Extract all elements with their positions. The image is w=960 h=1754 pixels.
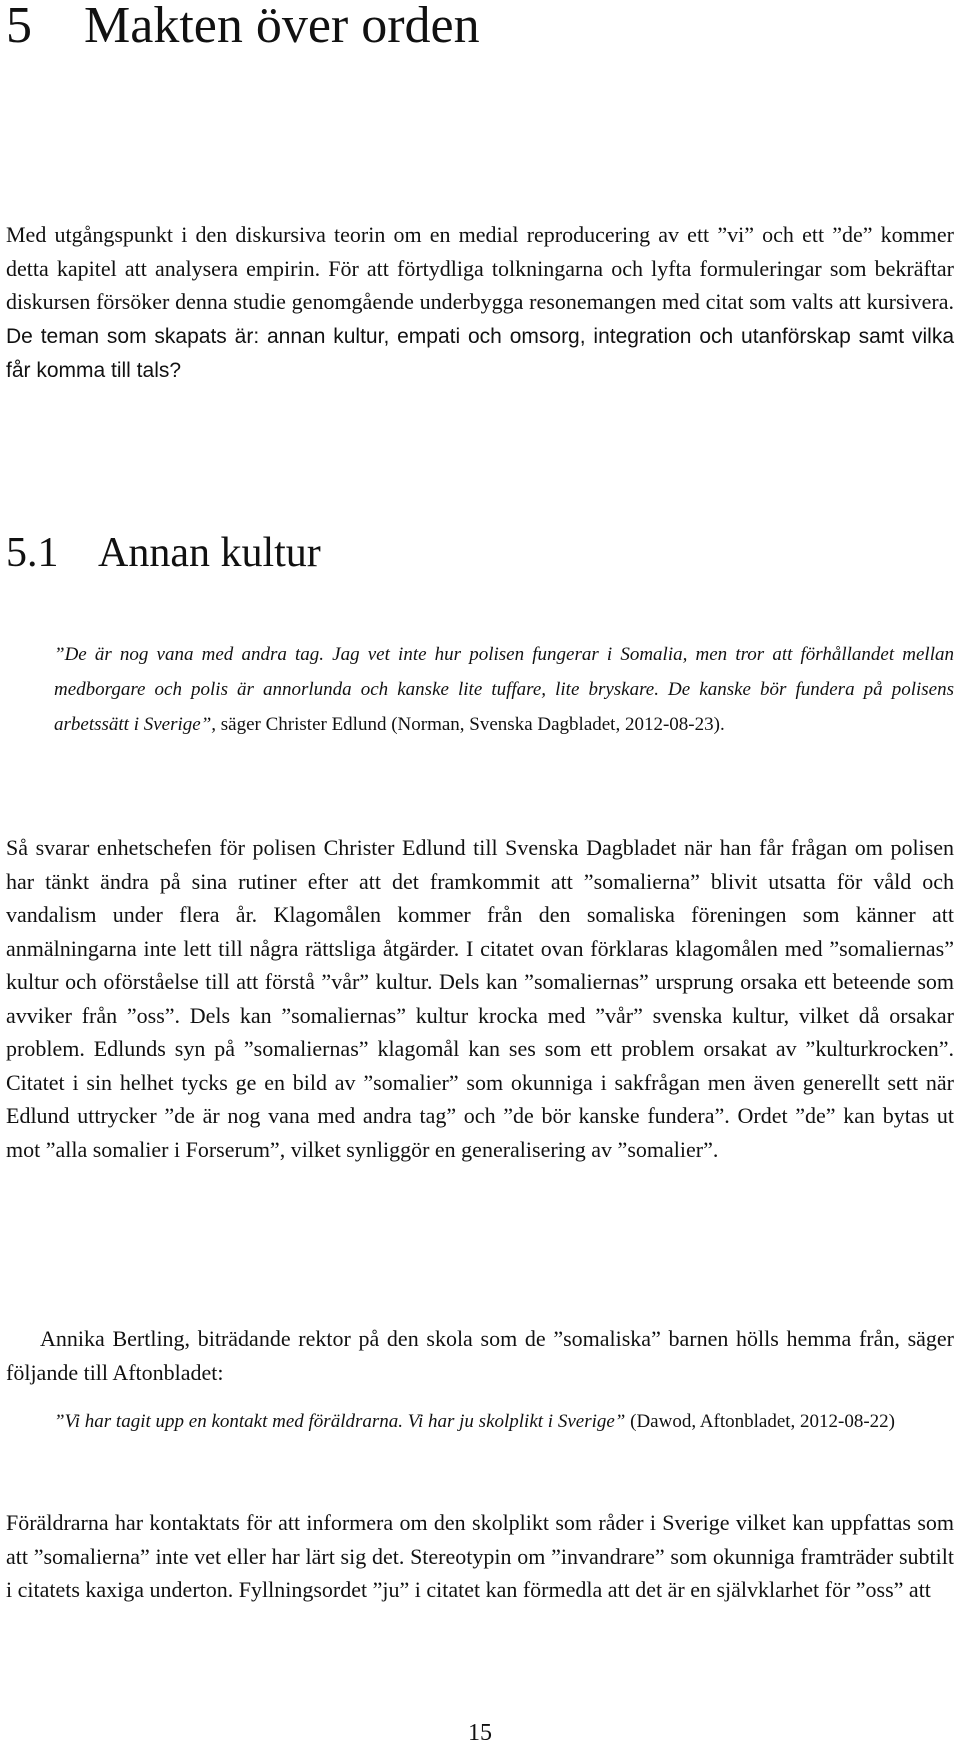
- section-number: 5.1: [6, 530, 59, 576]
- quote-1-source: säger Christer Edlund (Norman, Svenska Dagbladet, 2012-08-23).: [216, 714, 725, 735]
- quote-2-source: (Dawod, Aftonbladet, 2012-08-22): [625, 1411, 896, 1432]
- chapter-number: 5: [6, 0, 32, 54]
- section-heading: [6, 530, 321, 576]
- body-paragraph-1: Så svarar enhetschefen för polisen Christer Edlund till Svenska Dagbladet när han får frågan om polisen har tänkt ändra på sina rutiner efter att det framkommit att ”somalierna” blivit utsatta för våld och vandalism under flera år. Klagomålen kommer från den somaliska föreningen som känner att anmälningarna inte lett till några rättsliga åtgärder. I citatet ovan förklaras klagomålen med ”somaliernas” kultur och oförståelse till att förstå ”vår” kultur. Dels kan ”somaliernas” ursprung orsaka ett beteende som avviker från ”oss”. Dels kan ”somaliernas” kultur krocka med ”vår” svenska kultur, vilket då orsakar problem. Edlunds syn på ”somaliernas” klagomål kan ses som ett problem orsakat av ”kulturkrocken”. Citatet i sin helhet tycks ge en bild av ”somalier” som okunniga i sakfrågan men även generellt sett när Edlund uttrycker ”de är nog vana med andra tag” och ”de bör kanske fundera”. Ordet ”de” kan bytas ut mot ”alla somalier i Forserum”, vilket synliggör en generalisering av ”somalier”.: [6, 835, 954, 1162]
- intro-themes-text: De teman som skapats är: annan kultur, empati och omsorg, integration och utanförskap samt vilka får komma till tals?: [6, 324, 954, 382]
- quote-2-text: ”Vi har tagit upp en kontakt med föräldrarna. Vi har ju skolplikt i Sverige”: [54, 1411, 626, 1432]
- chapter-heading: [6, 0, 480, 52]
- body-paragraph-3: Föräldrarna har kontaktats för att informera om den skolplikt som råder i Sverige vilket kan uppfattas som att ”somalierna” inte vet eller har lärt sig det. Stereotypin om ”invandrare” som okunniga framträder subtilt i citatets kaxiga underton. Fyllningsordet ”ju” i citatet kan förmedla att det är en självklarhet för ”oss” att: [6, 1510, 954, 1602]
- body-paragraph-2: Annika Bertling, biträdande rektor på den skola som de ”somaliska” barnen hölls hemma från, säger följande till Aftonbladet:: [6, 1326, 954, 1385]
- page-number: 15: [468, 1720, 492, 1746]
- chapter-title: Makten över orden: [84, 0, 480, 54]
- quote-1-text: ”De är nog vana med andra tag. Jag vet inte hur polisen fungerar i Somalia, men tror att förhållandet mellan medborgare och polis är annorlunda och kanske lite tuffare, lite bryskare. De kanske bör fundera på polisens arbetssätt i Sverige”,: [54, 644, 954, 735]
- block-quote-1: [54, 637, 954, 742]
- block-quote-2: [54, 1404, 954, 1439]
- intro-text: Med utgångspunkt i den diskursiva teorin om en medial reproducering av ett ”vi” och ett ”de” kommer detta kapitel att analysera empirin. För att förtydliga tolkningarna och lyfta formuleringar som bekräftar diskursen försöker denna studie genomgående underbygga resonemangen med citat som valts att kursivera.: [6, 222, 954, 314]
- intro-paragraph: [6, 218, 954, 388]
- section-title: Annan kultur: [98, 530, 321, 576]
